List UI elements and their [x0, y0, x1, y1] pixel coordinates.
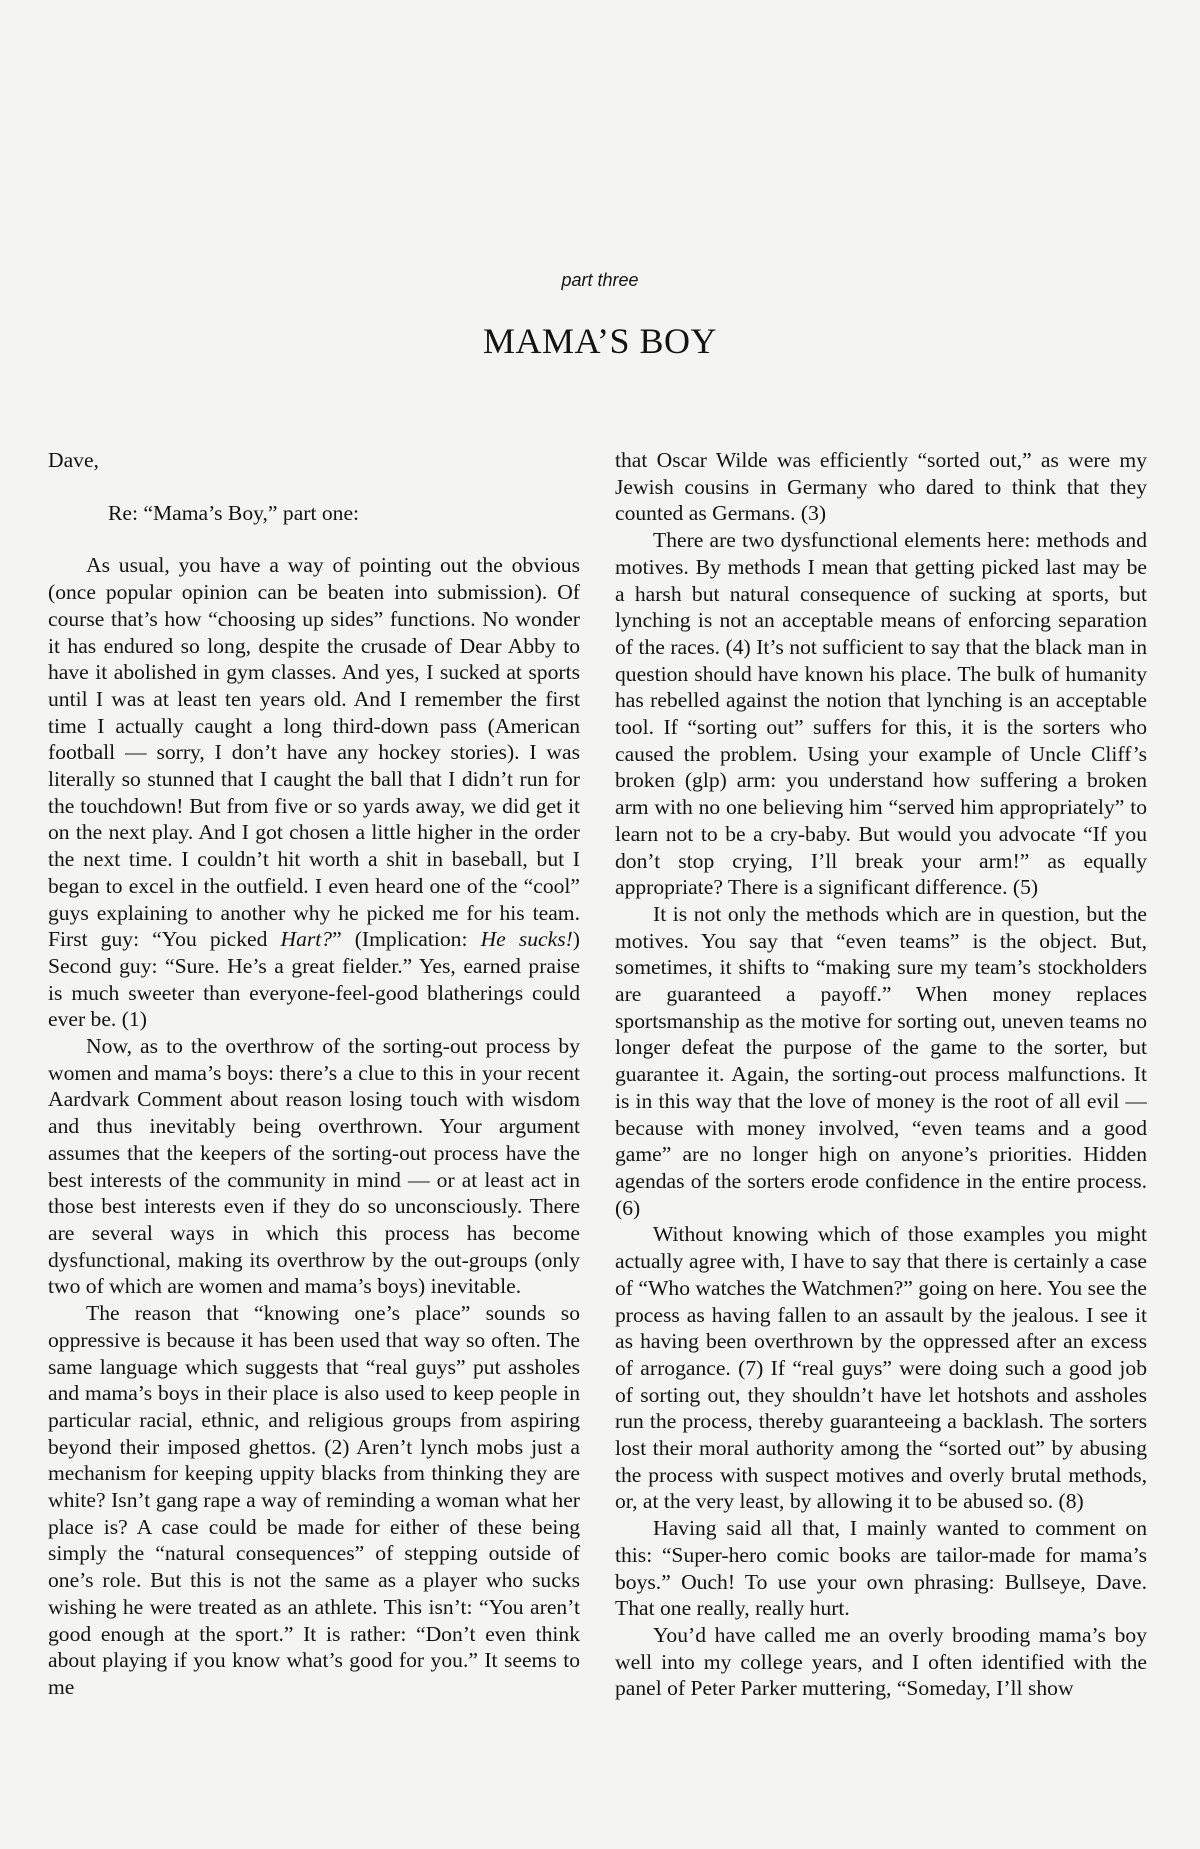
- paragraph: It is not only the methods which are in question, but the motives. You say that “even teams” is the object. But, sometimes, it shifts to “making sure my team’s stockholders are guaranteed a payoff.” When money replaces sportsmanship as the motive for sorting out, uneven teams no longer defeat the purpose of the game to the sorter, but guarantee it. Again, the sorting-out process malfunctions. It is in this way that the love of money is the root of all evil — because with money involved, “even teams and a good game” are no longer high on anyone’s priorities. Hidden agendas of the sorters erode confidence in the entire process. (6): [615, 901, 1147, 1220]
- right-column: [615, 447, 1147, 1702]
- paragraph: There are two dysfunctional elements here: methods and motives. By methods I mean that getting picked last may be a harsh but natural consequence of sucking at sports, but lynching is not an acceptable means of enforcing separation of the races. (4) It’s not sufficient to say that the black man in question should have known his place. The bulk of humanity has rebelled against the notion that lynching is an acceptable tool. If “sorting out” suffers for this, it is the sorters who caused the problem. Using your example of Uncle Cliff’s broken (glp) arm: you understand how suffering a broken arm with no one believing him “served him appropriately” to learn not to be a cry-baby. But would you advocate “If you don’t stop crying, I’ll break your arm!” as equally appropriate? There is a significant difference. (5): [615, 528, 1147, 900]
- paragraph-text: As usual, you have a way of pointing out the obvious (once popular opinion can be beaten into submission). Of course that’s how “choosing up sides” functions. No wonder it has endured so long, despite the crusade of Dear Abby to have it abolished in gym classes. And yes, I sucked at sports until I was at least ten years old. And I remember the first time I actually caught a long third-down pass (American football — sorry, I don’t have any hockey stories). I was literally so stunned that I caught the ball that I didn’t run for the touchdown! But from five or so yards away, we did get it on the next play. And I got chosen a little higher in the order the next time. I couldn’t hit worth a shit in baseball, but I began to excel in the outfield. I even heard one of the “cool” guys explaining to another why he picked me for his team. First guy: “You picked: [48, 553, 580, 952]
- paragraph: [48, 552, 580, 1033]
- italic-text: Hart?: [280, 927, 333, 952]
- left-column: [48, 447, 580, 1701]
- paragraph: The reason that “knowing one’s place” sounds so oppressive is because it has been used that way so often. The same language which suggests that “real guys” put assholes and mama’s boys in their place is also used to keep people in particular racial, ethnic, and religious groups from aspiring beyond their imposed ghettos. (2) Aren’t lynch mobs just a mechanism for keeping uppity blacks from thinking they are white? Isn’t gang rape a way of reminding a woman what her place is? A case could be made for either of these being simply the “natural consequences” of stepping outside of one’s role. But this is not the same as a player who sucks wishing he were treated as an athlete. This isn’t: “You aren’t good enough at the sport.” It is rather: “Don’t even think about playing if you know what’s good for you.” It seems to me: [48, 1301, 580, 1699]
- paragraph: You’d have called me an overly brooding mama’s boy well into my college years, and I often identified with the panel of Peter Parker muttering, “Someday, I’ll show: [615, 1622, 1147, 1701]
- paragraph-text: ” (Implication:: [332, 927, 481, 952]
- italic-text: He sucks!: [480, 927, 573, 952]
- letter-greeting: Dave,: [48, 448, 99, 472]
- part-label: part three: [561, 270, 639, 290]
- paragraph-text: ) Second guy: “Sure. He’s a great fielder.” Yes, earned praise is much sweeter than everyone-feel-good blatherings could ever be. (1): [48, 927, 580, 1032]
- paragraph: Without knowing which of those examples you might actually agree with, I have to say that there is certainly a case of “Who watches the Watchmen?” going on here. You see the process as having fallen to an assault by the jealous. I see it as having been overthrown by the oppressed after an excess of arrogance. (7) If “real guys” were doing such a good job of sorting out, they shouldn’t have let hotshots and assholes run the process, thereby guaranteeing a backlash. The sorters lost their moral authority among the “sorted out” by abusing the process with suspect motives and overly brutal methods, or, at the very least, by allowing it to be abused so. (8): [615, 1222, 1147, 1514]
- chapter-title: MAMA’S BOY: [482, 321, 718, 361]
- paragraph: that Oscar Wilde was efficiently “sorted out,” as were my Jewish cousins in Germany who dared to think that they counted as Germans. (3): [615, 448, 1147, 526]
- letter-re-line: Re: “Mama’s Boy,” part one:: [108, 500, 360, 525]
- paragraph: Now, as to the overthrow of the sorting-out process by women and mama’s boys: there’s a clue to this in your recent Aardvark Comment about reason losing touch with wisdom and thus inevitably being overthrown. Your argument assumes that the keepers of the sorting-out process have the best interests of the community in mind — or at least act in those best interests even if they do so unconsciously. There are several ways in which this process has become dysfunctional, making its overthrow by the out-groups (only two of which are women and mama’s boys) inevitable.: [48, 1034, 580, 1299]
- paragraph: Having said all that, I mainly wanted to comment on this: “Super-hero comic books are tailor-made for mama’s boys.” Ouch! To use your own phrasing: Bullseye, Dave. That one really, really hurt.: [615, 1516, 1147, 1621]
